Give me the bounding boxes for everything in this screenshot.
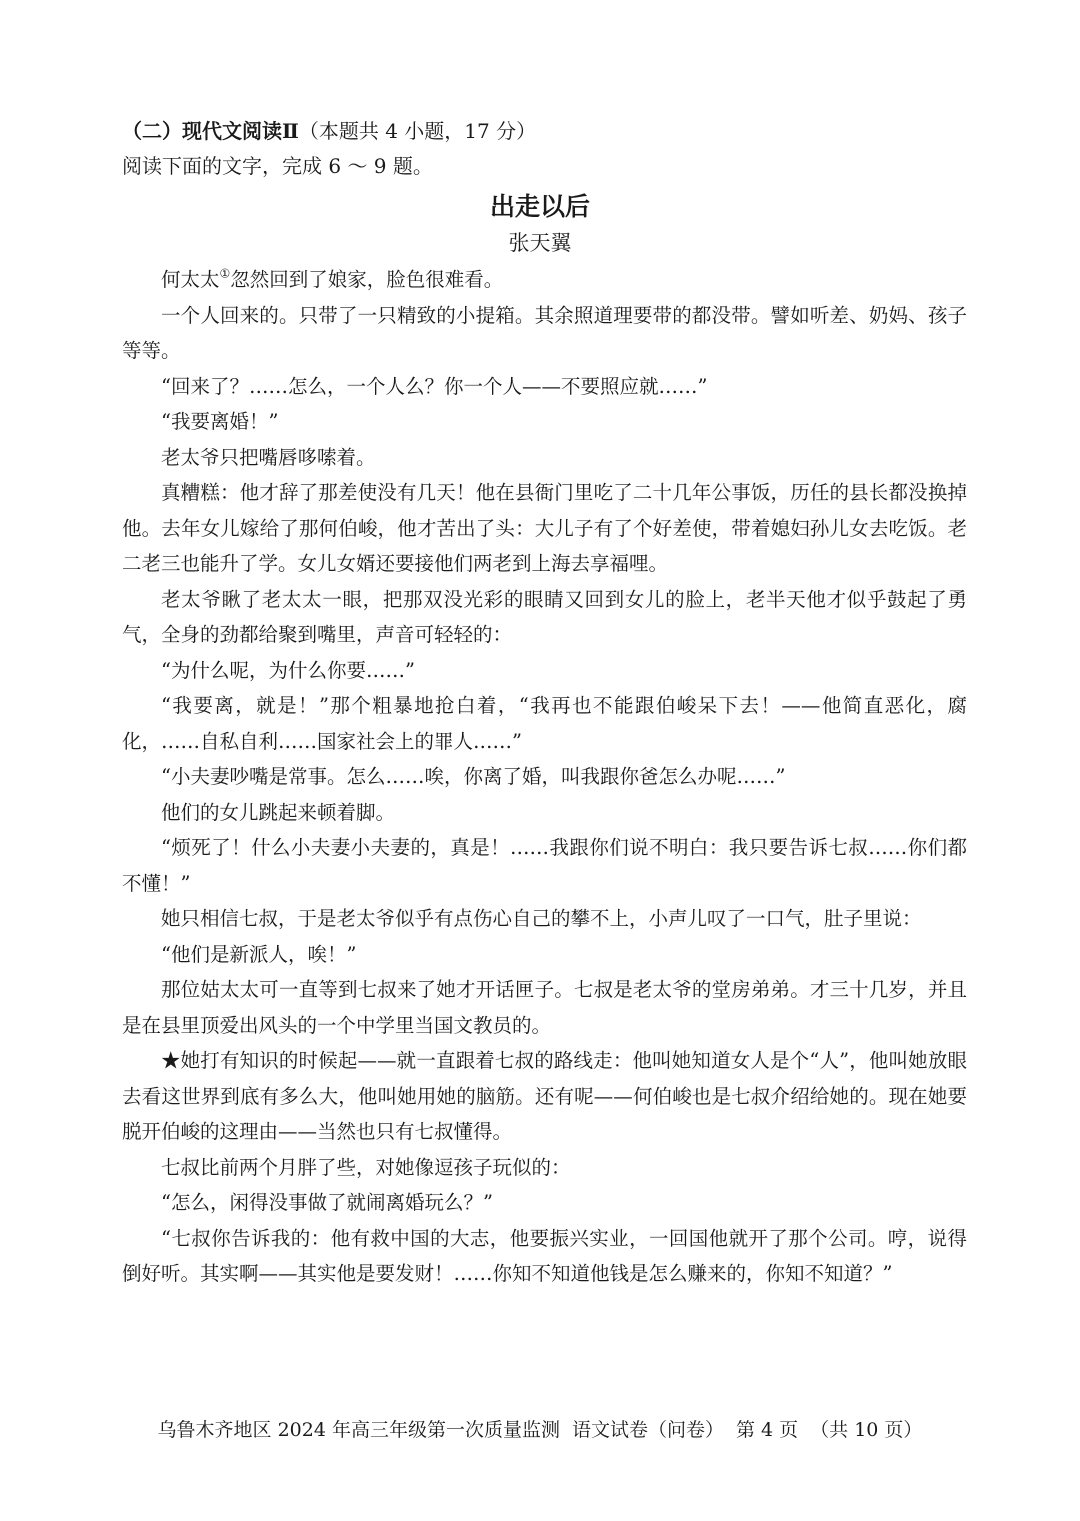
paragraph-text: 忽然回到了娘家，脸色很难看。 (230, 268, 504, 291)
paragraph: “烦死了！什么小夫妻小夫妻的，真是！……我跟你们说不明白：我只要告诉七叔……你们都不懂！” (122, 836, 967, 895)
paragraph: 真糟糕：他才辞了那差使没有几天！他在县衙门里吃了二十几年公事饭，历任的县长都没换掉他。去年女儿嫁给了那何伯峻，他才苦出了头：大儿子有了个好差使，带着媳妇孙儿女去吃饭。老二老三也能升了学。女儿女婿还要接他们两老到上海去享福哩。 (122, 481, 967, 575)
paragraph: 那位姑太太可一直等到七叔来了她才开话匣子。七叔是老太爷的堂房弟弟。才三十几岁，并且是在县里顶爱出风头的一个中学里当国文教员的。 (122, 978, 967, 1037)
section-heading (122, 117, 536, 145)
paragraph: 老太爷瞅了老太太一眼，把那双没光彩的眼睛又回到女儿的脸上，老半天他才似乎鼓起了勇气，全身的劲都给聚到嘴里，声音可轻轻的： (122, 587, 967, 646)
footer-exam-name: 乌鲁木齐地区 2024 年高三年级第一次质量监测 (157, 1419, 560, 1441)
paragraph: “他们是新派人，唉！” (161, 942, 357, 966)
reading-instruction: 阅读下面的文字，完成 6 ～ 9 题。 (122, 154, 433, 178)
footnote-mark: ① (219, 266, 231, 281)
paragraph: “我要离，就是！”那个粗暴地抢白着，“我再也不能跟伯峻呆下去！——他简直恶化，腐化，……自私自利……国家社会上的罪人……” (122, 694, 967, 753)
footer-subject: 语文试卷（问卷） (571, 1419, 724, 1441)
article-author: 张天翼 (508, 231, 572, 255)
paragraph (122, 262, 967, 298)
paragraph: “小夫妻吵嘴是常事。怎么……唉，你离了婚，叫我跟你爸怎么办呢……” (161, 765, 786, 788)
paragraph: “回来了？……怎么，一个人么？你一个人——不要照应就……” (161, 374, 708, 398)
paragraph: 她只相信七叔，于是老太爷似乎有点伤心自己的攀不上，小声儿叹了一口气，肚子里说： (161, 907, 922, 930)
paragraph: “怎么，闲得没事做了就闹离婚玩么？” (161, 1191, 493, 1214)
paragraph: 他们的女儿跳起来顿着脚。 (161, 800, 396, 824)
paragraph-text: 何太太 (161, 268, 220, 291)
footer-page-number: 第 4 页 (736, 1419, 799, 1441)
paragraph: 一个人回来的。只带了一只精致的小提箱。其余照道理要带的都没带。譬如听差、奶妈、孩子等等。 (122, 303, 967, 362)
paragraph: “我要离婚！” (161, 410, 279, 433)
paragraph: 老太爷只把嘴唇哆嗦着。 (161, 445, 376, 469)
paragraph: 七叔比前两个月胖了些，对她像逗孩子玩似的： (161, 1155, 571, 1179)
paragraph: “七叔你告诉我的：他有救中国的大志，他要振兴实业，一回国他就开了那个公司。哼，说得倒好听。其实啊——其实他是要发财！……你知不知道他钱是怎么赚来的，你知不知道？” (122, 1226, 967, 1285)
paragraph: “为什么呢，为什么你要……” (161, 658, 415, 682)
section-label: （二）现代文阅读Ⅱ (122, 119, 299, 143)
starred-paragraph: ★她打有知识的时候起——就一直跟着七叔的路线走：他叫她知道女人是个“人”，他叫她放眼去看这世界到底有多么大，他叫她用她的脑筋。还有呢——何伯峻也是七叔介绍给她的。现在她要脱开伯峻的这理由——当然也只有七叔懂得。 (122, 1049, 967, 1143)
article-body (122, 262, 967, 1292)
page-footer (0, 1416, 1080, 1444)
article-title: 出走以后 (489, 192, 590, 221)
section-detail: （本题共 4 小题，17 分） (298, 119, 537, 143)
footer-total-pages: （共 10 页） (810, 1419, 923, 1441)
